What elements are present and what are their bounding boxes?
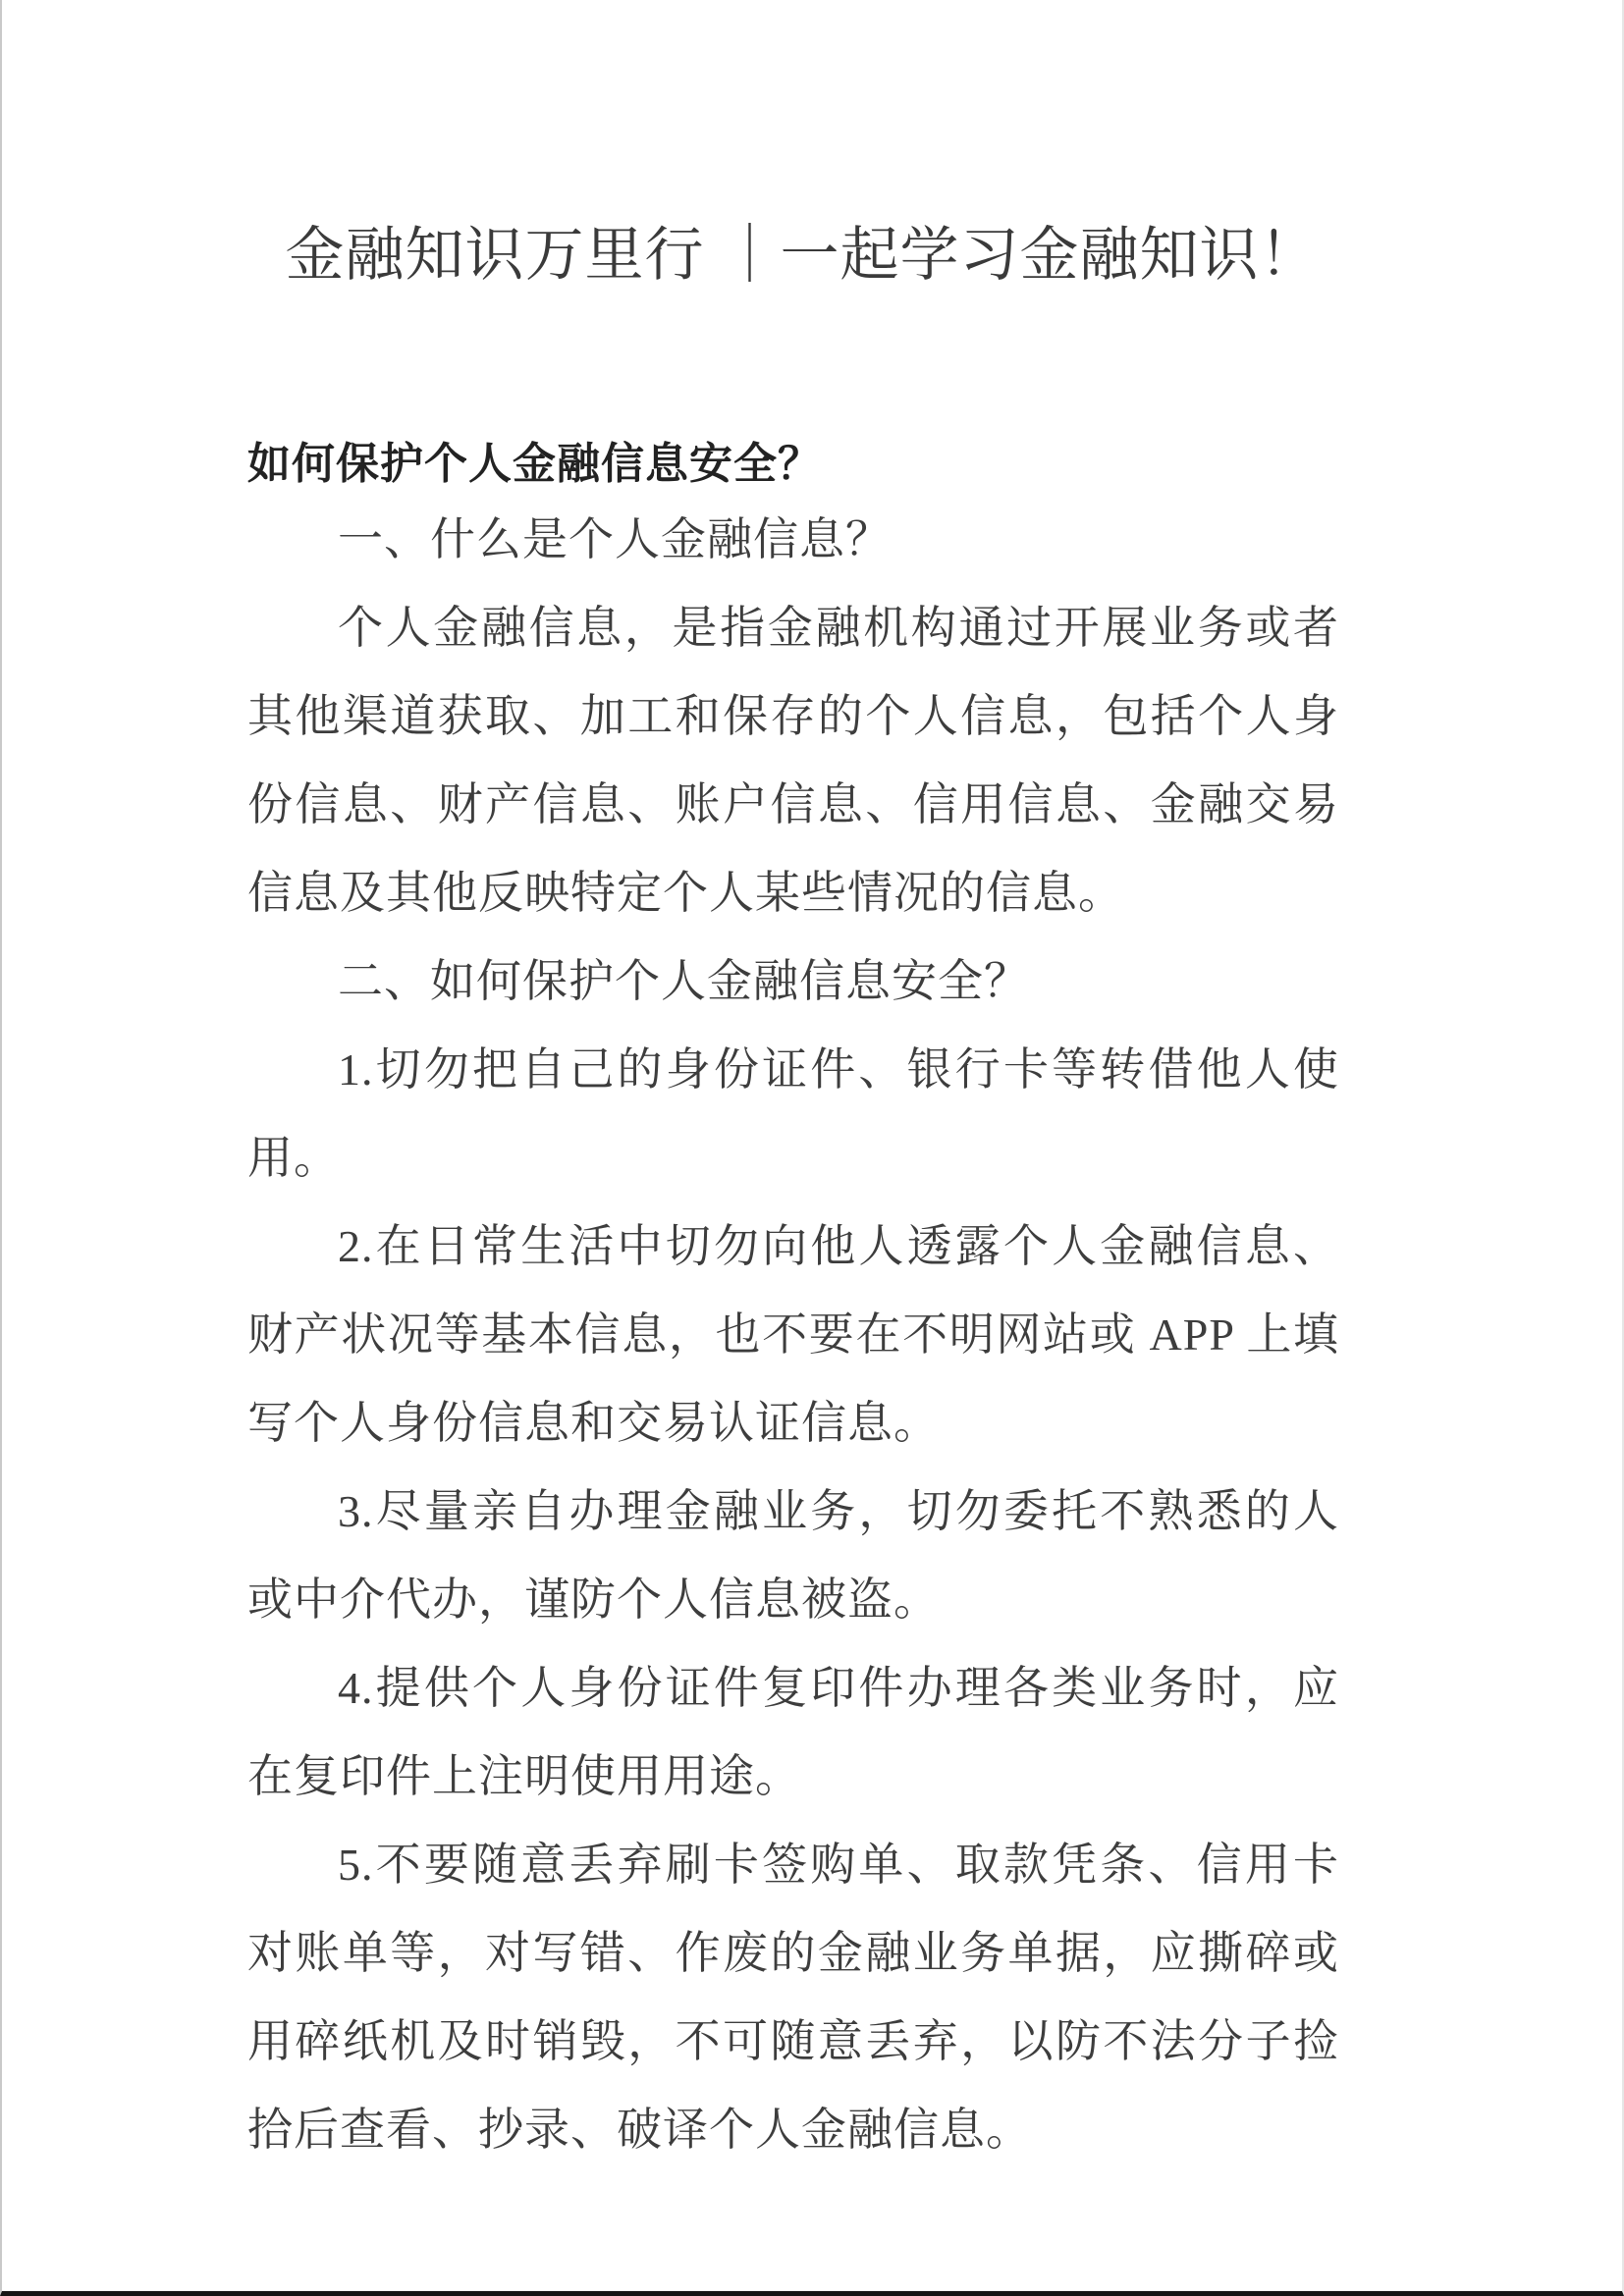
paragraph: 二、如何保护个人金融信息安全？ bbox=[338, 956, 1030, 1006]
document-body bbox=[247, 496, 1339, 2174]
paragraph: 一、什么是个人金融信息？ bbox=[338, 514, 892, 564]
document-title: 金融知识万里行 ｜一起学习金融知识！ bbox=[285, 223, 1320, 288]
paragraph: 个人金融信息，是指金融机构通过开展业务或者其他渠道获取、加工和保存的个人信息，包括个人身份信息、财产信息、账户信息、信用信息、金融交易信息及其他反映特定个人某些情况的信息。 bbox=[247, 603, 1339, 918]
paragraph: 4.提供个人身份证件复印件办理各类业务时，应在复印件上注明使用用途。 bbox=[247, 1663, 1339, 1801]
paragraph: 2.在日常生活中切勿向他人透露个人金融信息、财产状况等基本信息，也不要在不明网站或 APP 上填写个人身份信息和交易认证信息。 bbox=[247, 1221, 1339, 1448]
paragraph: 5.不要随意丢弃刷卡签购单、取款凭条、信用卡对账单等，对写错、作废的金融业务单据，应撕碎或用碎纸机及时销毁，不可随意丢弃，以防不法分子捡拾后查看、抄录、破译个人金融信息。 bbox=[247, 1840, 1339, 2155]
paragraph: 1.切勿把自己的身份证件、银行卡等转借他人使用。 bbox=[247, 1044, 1339, 1183]
section-heading: 如何保护个人金融信息安全？ bbox=[247, 440, 822, 488]
paragraph: 3.尽量亲自办理金融业务，切勿委托不熟悉的人或中介代办，谨防个人信息被盗。 bbox=[247, 1486, 1339, 1625]
